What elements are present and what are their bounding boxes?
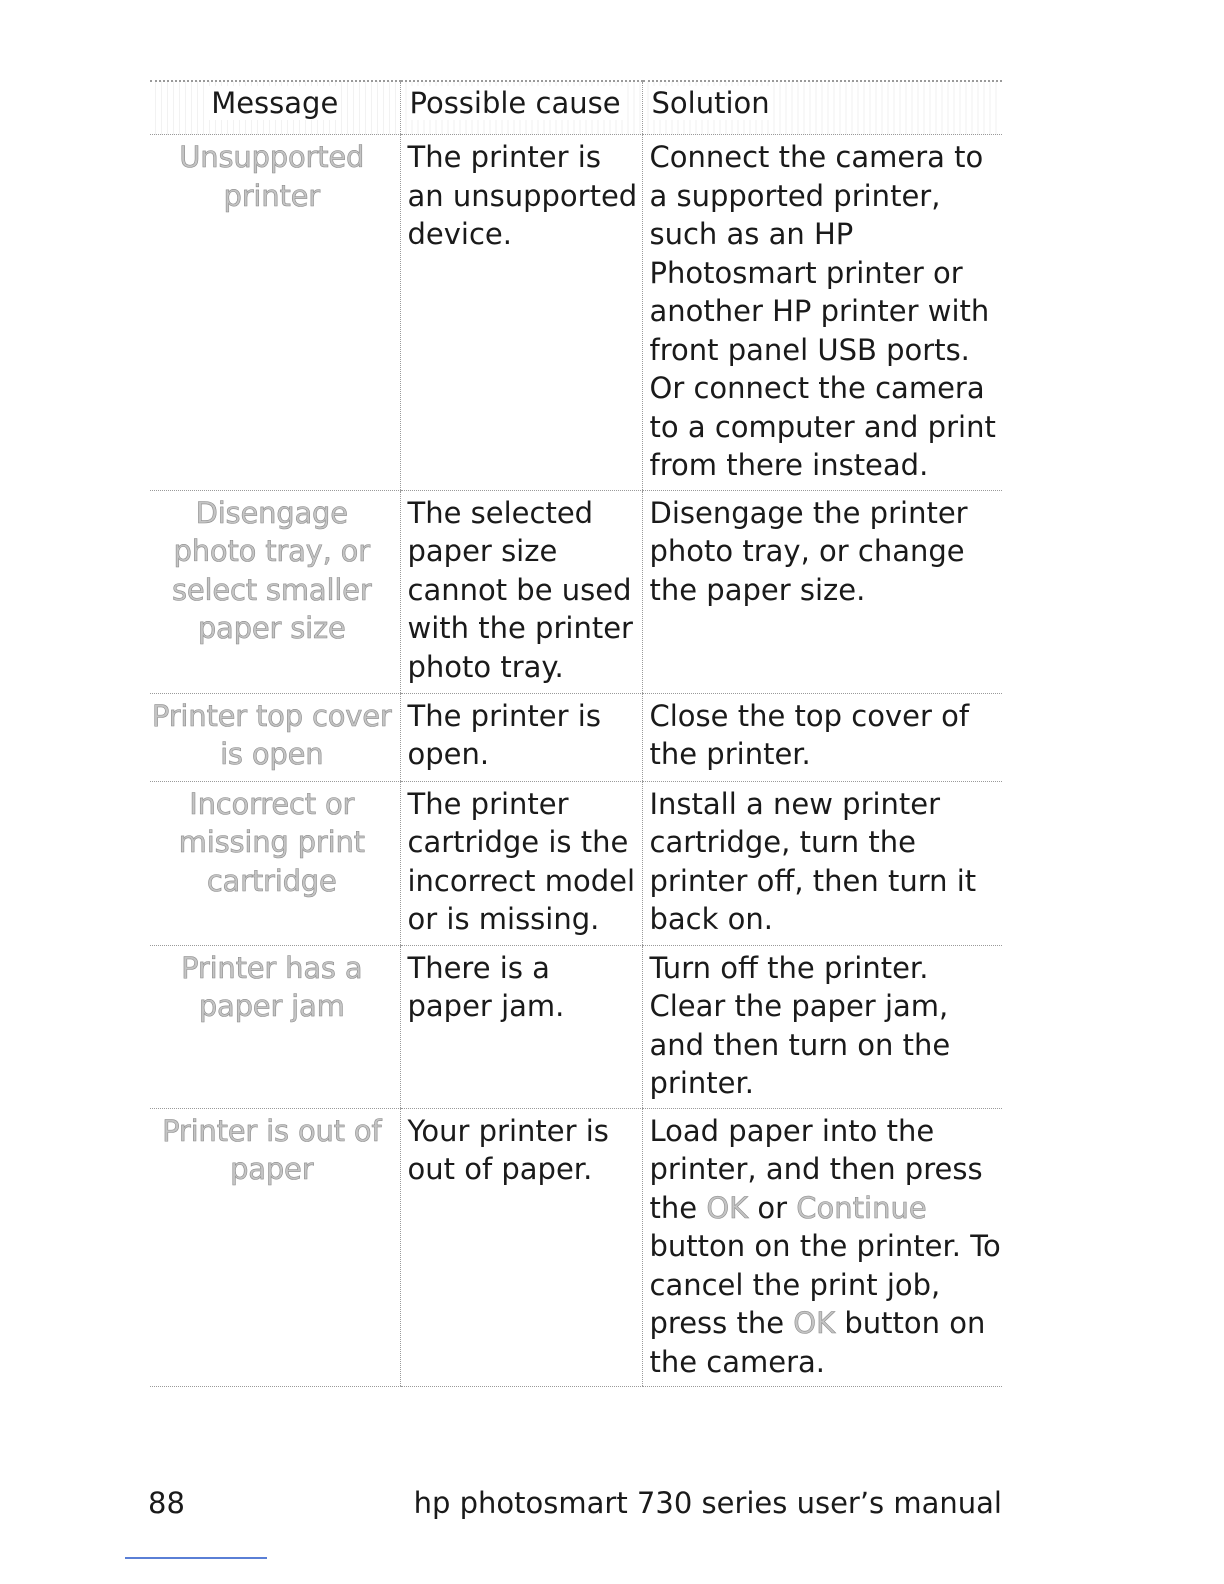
solution-cell: Disengage the printer photo tray, or change the paper size.: [642, 490, 1002, 693]
message-cell: Disengage photo tray, or select smaller paper size: [150, 490, 400, 693]
solution-text: Load paper into the printer, and then press the: [649, 1113, 983, 1225]
table-row: [150, 490, 1002, 693]
table-row: [150, 781, 1002, 945]
message-cell: Incorrect or missing print cartridge: [150, 781, 400, 945]
cause-cell: Your printer is out of paper.: [400, 1108, 642, 1387]
column-header-message: Message: [150, 81, 400, 135]
cause-cell: The printer cartridge is the incorrect model or is missing.: [400, 781, 642, 945]
message-cell: Printer has a paper jam: [150, 945, 400, 1108]
solution-cell: Close the top cover of the printer.: [642, 693, 1002, 781]
solution-text: or: [748, 1190, 797, 1225]
solution-text: button on the camera.: [649, 1306, 986, 1379]
solution-text: button on the printer. To cancel the print job, press the: [649, 1229, 1001, 1340]
message-cell: Printer is out of paper: [150, 1108, 400, 1387]
solution-cell: Turn off the printer. Clear the paper jam, and then turn on the printer.: [642, 945, 1002, 1108]
page-number: 88: [148, 1486, 185, 1520]
cause-cell: The printer is an unsupported device.: [400, 135, 642, 491]
solution-cell: Connect the camera to a supported printer, such as an HP Photosmart printer or another HP printer with front panel USB ports. Or connect the camera to a computer and print from there instead.: [642, 135, 1002, 491]
table-row: [150, 1108, 1002, 1387]
error-message-table: [150, 80, 1002, 1387]
continue-button-label: Continue: [796, 1190, 927, 1225]
footer-rule: [125, 1557, 267, 1559]
solution-cell: [642, 1108, 1002, 1387]
message-cell: Printer top cover is open: [150, 693, 400, 781]
cause-cell: There is a paper jam.: [400, 945, 642, 1108]
ok-button-label: OK: [706, 1190, 749, 1225]
table-row: [150, 945, 1002, 1108]
column-header-cause: Possible cause: [400, 81, 642, 135]
table-row: [150, 693, 1002, 781]
ok-button-label: OK: [793, 1306, 836, 1340]
message-cell: Unsupported printer: [150, 135, 400, 491]
manual-title: hp photosmart 730 series user’s manual: [413, 1486, 1002, 1520]
table-header-row: [150, 81, 1002, 135]
cause-cell: The printer is open.: [400, 693, 642, 781]
column-header-solution: Solution: [642, 81, 1002, 135]
cause-cell: The selected paper size cannot be used with the printer photo tray.: [400, 490, 642, 693]
table-row: [150, 135, 1002, 491]
solution-cell: Install a new printer cartridge, turn the printer off, then turn it back on.: [642, 781, 1002, 945]
